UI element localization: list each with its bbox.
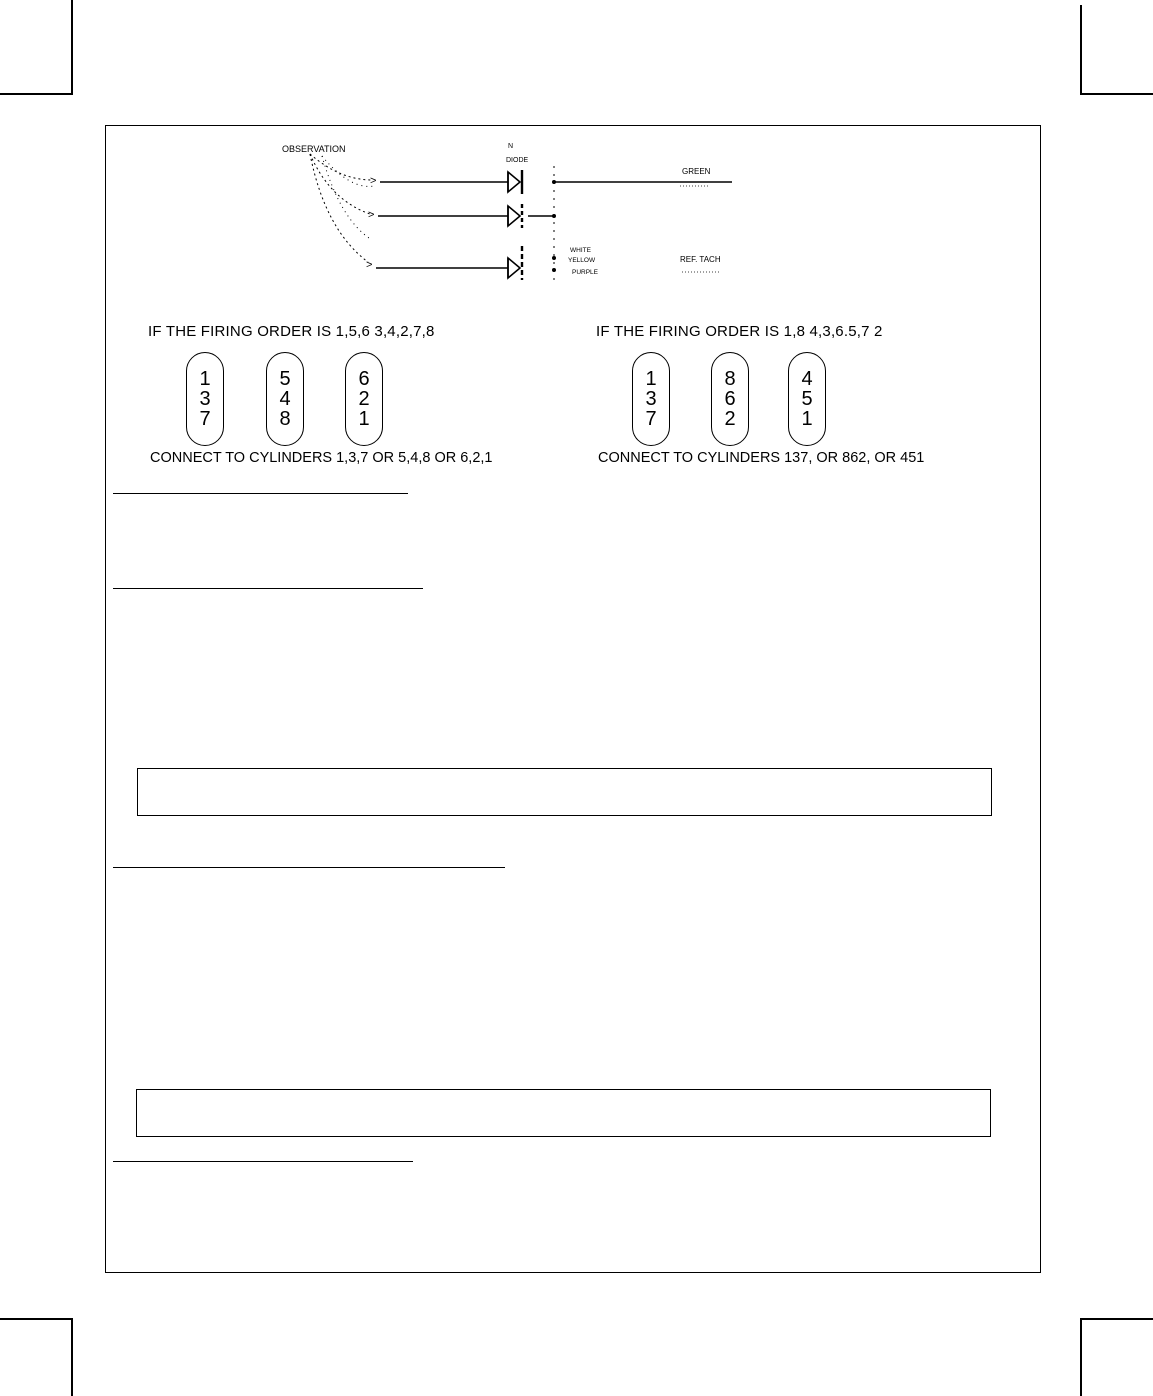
bus-label-2: YELLOW <box>568 257 596 264</box>
cylinder-number: 5 <box>801 388 813 410</box>
firing-order-left-heading: IF THE FIRING ORDER IS 1,5,6 3,4,2,7,8 <box>148 323 435 340</box>
firing-order-right-heading: IF THE FIRING ORDER IS 1,8 4,3,6.5,7 2 <box>596 323 883 340</box>
cylinder-number: 3 <box>645 388 657 410</box>
tach-label: REF. TACH <box>680 255 721 264</box>
connector-symbol-1: > <box>370 175 377 187</box>
distributor-label: OBSERVATION <box>282 144 346 154</box>
wiring-diagram <box>270 140 750 290</box>
distributor-lead-4 <box>322 156 377 187</box>
distributor-lead-2 <box>310 154 370 214</box>
diode-label-2: DIODE <box>506 157 529 164</box>
crop-mark-top-right-horizontal <box>1080 93 1153 95</box>
connect-left-text: CONNECT TO CYLINDERS 1,3,7 OR 5,4,8 OR 6,2,1 <box>150 450 493 466</box>
connect-right-text: CONNECT TO CYLINDERS 137, OR 862, OR 451 <box>598 450 925 466</box>
connector-symbol-3: > <box>366 259 373 271</box>
cylinder-number: 1 <box>801 408 813 430</box>
crop-mark-top-right-vertical <box>1080 5 1082 95</box>
cylinder-number: 6 <box>358 368 370 390</box>
cylinder-number: 6 <box>724 388 736 410</box>
note-box-1 <box>137 768 992 816</box>
diode-wiring-svg <box>270 140 750 290</box>
note-box-2 <box>136 1089 991 1137</box>
distributor-lead-1 <box>310 154 372 180</box>
cylinder-group-left-3 <box>345 352 383 446</box>
cylinder-number: 8 <box>279 408 291 430</box>
diode-label-1: N <box>508 143 514 150</box>
crop-mark-top-left-horizontal <box>0 93 73 95</box>
diode-3 <box>508 246 522 280</box>
cylinder-number: 1 <box>199 368 211 390</box>
bus-node-3 <box>552 256 556 260</box>
section-heading-rule-4 <box>113 1161 413 1162</box>
cylinder-number: 8 <box>724 368 736 390</box>
crop-mark-bottom-right-vertical <box>1080 1318 1082 1396</box>
cylinder-number: 7 <box>199 408 211 430</box>
cylinder-group-right-2 <box>711 352 749 446</box>
output-label: GREEN <box>682 167 711 176</box>
diode-2 <box>508 204 522 228</box>
distributor-lead-5 <box>322 156 375 240</box>
cylinder-number: 7 <box>645 408 657 430</box>
bus-node-4 <box>552 268 556 272</box>
crop-mark-bottom-left-vertical <box>71 1318 73 1396</box>
cylinder-group-left-2 <box>266 352 304 446</box>
cylinder-group-right-3 <box>788 352 826 446</box>
cylinder-number: 2 <box>358 388 370 410</box>
cylinder-group-right-1 <box>632 352 670 446</box>
diode-1 <box>508 170 522 194</box>
connector-symbol-2: > <box>368 209 375 221</box>
section-heading-rule-3 <box>113 867 505 868</box>
crop-mark-top-left-vertical <box>71 0 73 95</box>
distributor-lead-3 <box>310 154 368 262</box>
crop-mark-bottom-right-horizontal <box>1080 1318 1153 1320</box>
section-heading-rule-1 <box>113 493 408 494</box>
cylinder-number: 5 <box>279 368 291 390</box>
cylinder-number: 3 <box>199 388 211 410</box>
cylinder-number: 4 <box>801 368 813 390</box>
cylinder-number: 2 <box>724 408 736 430</box>
cylinder-number: 1 <box>645 368 657 390</box>
cylinder-number: 1 <box>358 408 370 430</box>
bus-label-1: WHITE <box>570 247 591 254</box>
section-heading-rule-2 <box>113 588 423 589</box>
bus-label-3: PURPLE <box>572 269 599 276</box>
crop-mark-bottom-left-horizontal <box>0 1318 73 1320</box>
cylinder-group-left-1 <box>186 352 224 446</box>
cylinder-number: 4 <box>279 388 291 410</box>
